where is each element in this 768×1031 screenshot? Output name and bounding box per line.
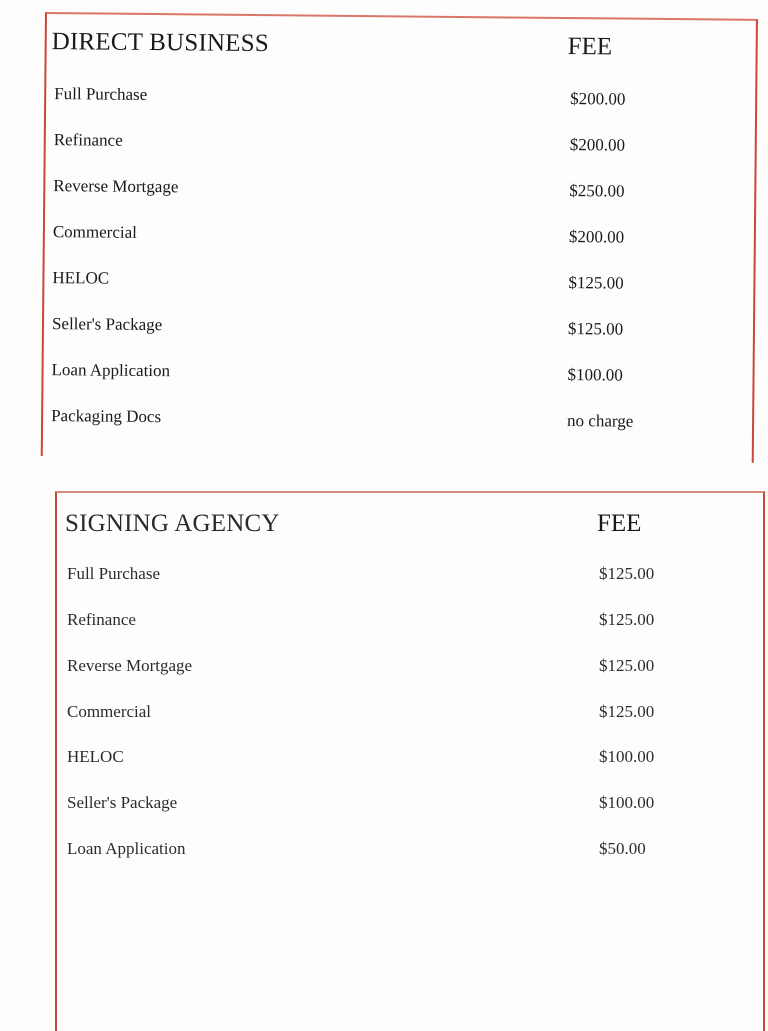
service-label: HELOC <box>52 268 110 288</box>
table-row <box>43 360 752 391</box>
service-label: Seller's Package <box>51 314 163 335</box>
table-row <box>57 793 763 817</box>
table-row <box>44 314 753 345</box>
service-label: Commercial <box>67 702 152 721</box>
service-fee: $200.00 <box>569 135 626 155</box>
service-fee: $50.00 <box>599 839 646 858</box>
table-row <box>46 84 755 115</box>
service-fee: $125.00 <box>599 610 655 629</box>
service-fee: $125.00 <box>599 656 655 675</box>
service-label: Loan Application <box>67 839 186 858</box>
service-fee: $100.00 <box>567 365 623 385</box>
service-label: Refinance <box>53 130 123 150</box>
table-row <box>45 176 754 207</box>
service-fee: $125.00 <box>567 319 624 339</box>
service-label: Reverse Mortgage <box>53 176 179 197</box>
service-label: Seller's Package <box>67 793 178 812</box>
service-label: Commercial <box>52 222 138 242</box>
signing-agency-fee-header: FEE <box>597 510 642 537</box>
service-fee: $200.00 <box>568 227 625 247</box>
service-fee: $200.00 <box>570 89 626 109</box>
service-fee: $100.00 <box>599 747 655 766</box>
table-row <box>57 747 763 771</box>
signing-agency-title: SIGNING AGENCY <box>65 510 280 537</box>
service-fee: $125.00 <box>599 564 655 583</box>
service-label: Full Purchase <box>67 564 161 583</box>
service-label: Reverse Mortgage <box>67 656 193 675</box>
table-row <box>57 656 763 680</box>
table-row <box>57 610 763 634</box>
table-row <box>57 702 763 726</box>
table-row <box>43 406 752 437</box>
table-row <box>57 839 763 863</box>
direct-business-fee-header: FEE <box>567 33 613 61</box>
service-fee: $100.00 <box>599 793 655 812</box>
table-row <box>46 130 755 161</box>
service-fee: $250.00 <box>569 181 625 201</box>
service-label: HELOC <box>67 747 124 766</box>
service-fee: $125.00 <box>568 273 624 293</box>
table-row <box>45 222 754 253</box>
service-label: Full Purchase <box>54 84 148 104</box>
table-row <box>57 564 763 588</box>
service-fee: no charge <box>567 411 634 431</box>
service-label: Refinance <box>67 610 136 629</box>
signing-agency-card <box>55 491 765 1031</box>
service-fee: $125.00 <box>599 702 655 721</box>
direct-business-card <box>41 12 758 463</box>
service-label: Loan Application <box>51 360 171 381</box>
table-row <box>44 268 753 299</box>
service-label: Packaging Docs <box>51 406 162 427</box>
direct-business-title: DIRECT BUSINESS <box>51 28 270 58</box>
